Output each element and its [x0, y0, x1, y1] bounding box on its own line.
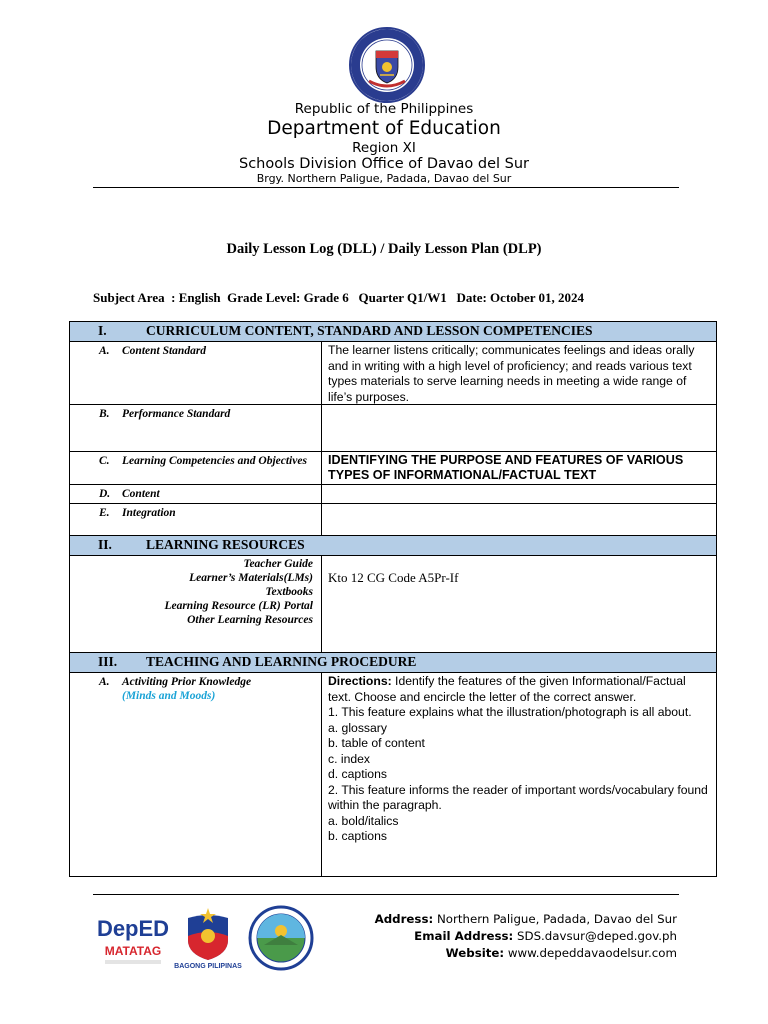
activity-line: c. index: [328, 751, 371, 766]
row-letter: D.: [99, 488, 111, 500]
subject-line: Subject Area : English Grade Level: Grade 6 Quarter Q1/W1 Date: October 01, 2024: [93, 290, 585, 305]
row-letter: B.: [99, 408, 110, 420]
row-content-standard: [70, 342, 716, 405]
deped-seal-logo: [349, 27, 425, 103]
row-label-cell: [70, 405, 322, 451]
activity-line: a. glossary: [328, 720, 387, 735]
resource-item: Learner’s Materials(LMs): [189, 572, 313, 584]
section-header-resources: [70, 536, 716, 556]
integration-value: [322, 504, 716, 535]
section-number: I.: [98, 323, 107, 338]
svg-text:BAGONG PILIPINAS: BAGONG PILIPINAS: [174, 963, 242, 970]
sdo-davao-del-sur-seal: [246, 905, 316, 971]
row-label-cell: [70, 485, 322, 503]
row-content: [70, 485, 716, 504]
bagong-pilipinas-logo: [174, 906, 242, 970]
row-letter: A.: [99, 676, 110, 688]
footer-divider: [93, 894, 679, 895]
minds-and-moods-label: (Minds and Moods): [122, 690, 216, 702]
email-value[interactable]: SDS.davsur@deped.gov.ph: [513, 929, 677, 943]
row-label: Integration: [122, 507, 176, 519]
row-letter: C.: [99, 455, 110, 467]
directions-text: Identify the features of the given Informational/Factual text. Choose and encircle the letter of the correct answer.: [328, 674, 686, 704]
prior-knowledge-activity: [322, 673, 716, 876]
header-division: Schools Division Office of Davao del Sur: [239, 156, 529, 172]
section-title: LEARNING RESOURCES: [146, 537, 305, 552]
row-learning-resources: [70, 556, 716, 653]
row-label: Activiting Prior Knowledge: [122, 676, 252, 688]
row-performance-standard: [70, 405, 716, 452]
directions-label: Directions:: [328, 674, 392, 688]
activity-line: b. table of content: [328, 736, 425, 750]
resource-item: Textbooks: [265, 586, 313, 598]
section-title: CURRICULUM CONTENT, STANDARD AND LESSON COMPETENCIES: [146, 323, 593, 338]
row-label-cell: [70, 342, 322, 404]
resource-item: Learning Resource (LR) Portal: [164, 600, 313, 612]
row-label: Content Standard: [122, 345, 207, 357]
activity-line: 2. This feature informs the reader of important words/vocabulary found within the paragraph.: [328, 782, 708, 812]
header-region: Region XI: [352, 140, 416, 156]
row-letter: A.: [99, 345, 110, 357]
content-value: [322, 485, 716, 503]
website-label: Website:: [445, 946, 505, 960]
row-prior-knowledge: [70, 673, 716, 876]
email-label: Email Address:: [414, 929, 514, 943]
row-integration: [70, 504, 716, 536]
footer-email: [375, 928, 677, 945]
address-value: Northern Paligue, Padada, Davao del Sur: [433, 912, 677, 926]
activity-line: d. captions: [328, 767, 387, 781]
activity-line: 1. This feature explains what the illustration/photograph is all about.: [328, 705, 692, 719]
row-label: Performance Standard: [122, 408, 231, 420]
performance-standard-value: [322, 405, 716, 451]
header-department: Department of Education: [267, 118, 501, 139]
row-letter: E.: [99, 507, 110, 519]
footer-address: [375, 911, 677, 928]
header-divider: [93, 187, 679, 188]
section-header-curriculum: [70, 322, 716, 342]
address-label: Address:: [374, 912, 434, 926]
section-title: TEACHING AND LEARNING PROCEDURE: [146, 654, 417, 669]
activity-line: a. bold/italics: [328, 813, 399, 828]
header-republic: Republic of the Philippines: [294, 101, 474, 117]
section-number: II.: [98, 537, 112, 552]
document-title: Daily Lesson Log (DLL) / Daily Lesson Plan (DLP): [226, 241, 542, 257]
footer-contact: [375, 911, 677, 962]
resources-list: [70, 556, 322, 652]
website-value[interactable]: www.depeddavaodelsur.com: [504, 946, 677, 960]
svg-text:DepED: DepED: [97, 916, 169, 941]
competencies-value: IDENTIFYING THE PURPOSE AND FEATURES OF VARIOUS TYPES OF INFORMATIONAL/FACTUAL TEXT: [328, 453, 684, 482]
resources-value: Kto 12 CG Code A5Pr-If: [328, 570, 459, 585]
directions-block: [328, 674, 710, 705]
resource-item: Other Learning Resources: [187, 614, 313, 626]
footer-website: [375, 945, 677, 962]
deped-matatag-logo: [97, 908, 169, 970]
row-label: Learning Competencies and Objectives: [122, 455, 307, 467]
content-standard-value: The learner listens critically; communicates feelings and ideas orally and in writing with a high level of proficiency; and reads various text types materials to serve learning needs in meeting a wide range of life’s purposes.: [328, 343, 695, 404]
lesson-table: [69, 321, 717, 877]
activity-line: b. captions: [328, 829, 387, 843]
row-label: Content: [122, 488, 160, 500]
section-header-procedure: [70, 653, 716, 673]
row-label-cell: [70, 452, 322, 484]
row-competencies: [70, 452, 716, 485]
row-label-cell: [70, 673, 322, 876]
svg-text:MATATAG: MATATAG: [104, 944, 162, 958]
section-number: III.: [98, 654, 118, 669]
header-address: Brgy. Northern Paligue, Padada, Davao del Sur: [256, 172, 512, 185]
row-label-cell: [70, 504, 322, 535]
resource-item: Teacher Guide: [243, 558, 313, 570]
